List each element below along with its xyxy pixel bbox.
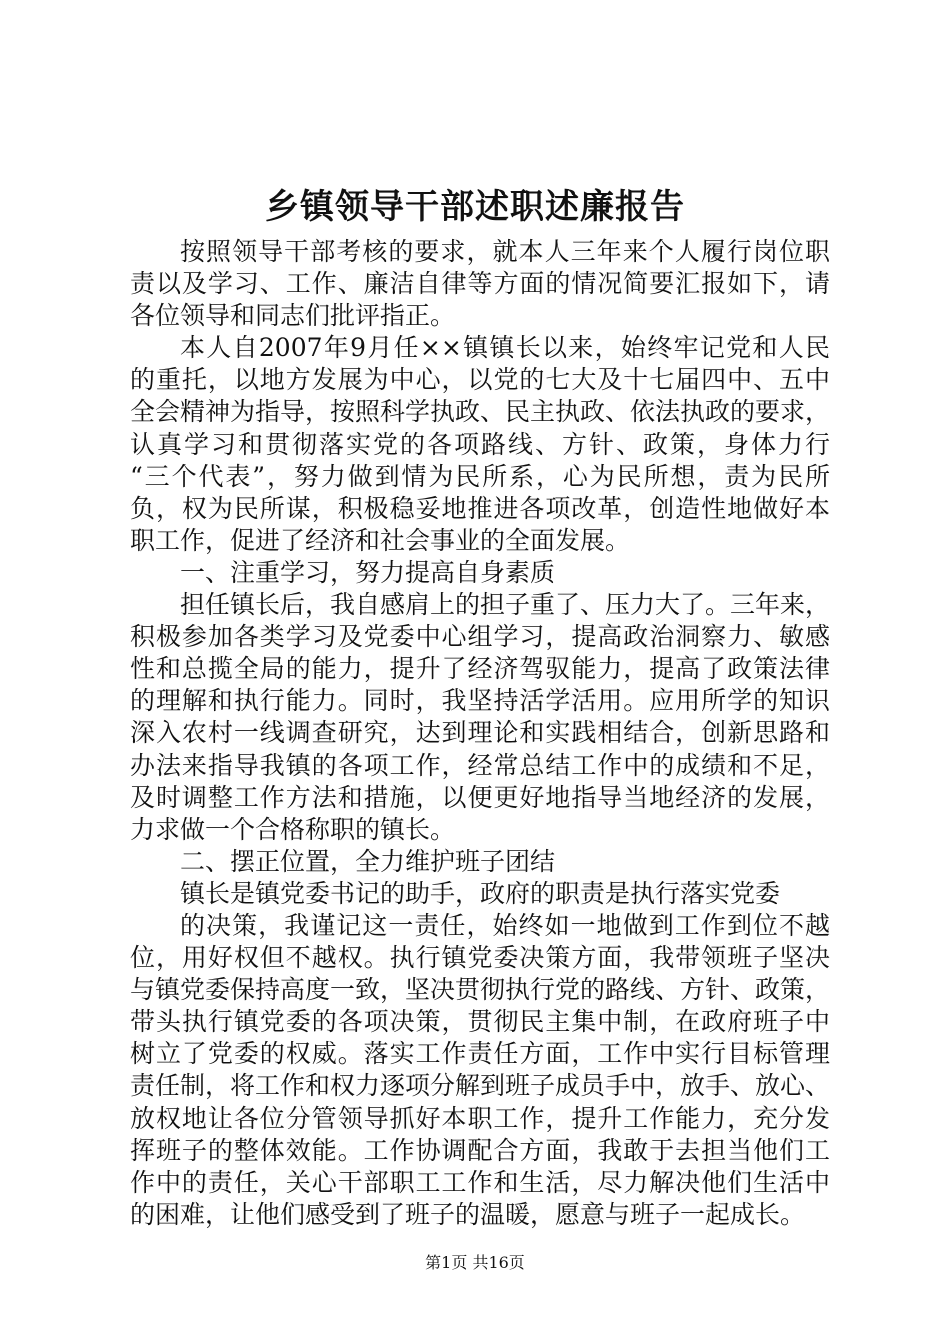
paragraph-line: 担任镇长后，我自感肩上的担子重了、压力大了。三年来，: [180, 590, 831, 620]
paragraph-line: 按照领导干部考核的要求，就本人三年来个人履行岗位职: [180, 237, 830, 266]
paragraph-line: 带头执行镇党委的各项决策，贯彻民主集中制，在政府班子中: [130, 1007, 830, 1037]
paragraph-line: 与镇党委保持高度一致，坚决贯彻执行党的路线、方针、政策，: [130, 975, 831, 1005]
paragraph-line: 责任制，将工作和权力逐项分解到班子成员手中，放手、放心、: [130, 1071, 831, 1101]
paragraph-line: 镇长是镇党委书记的助手，政府的职责是执行落实党委: [180, 878, 781, 908]
paragraph-line: 树立了党委的权威。落实工作责任方面，工作中实行目标管理: [130, 1039, 830, 1069]
document-body: [130, 236, 830, 1231]
paragraph-line: 及时调整工作方法和措施，以便更好地指导当地经济的发展，: [130, 782, 830, 812]
document-title: 乡镇领导干部述职述廉报告: [265, 187, 685, 227]
paragraph-line: 的决策，我谨记这一责任，始终如一地做到工作到位不越: [180, 910, 830, 940]
paragraph-line: 性和总揽全局的能力，提升了经济驾驭能力，提高了政策法律: [130, 654, 830, 684]
paragraph-line: 职工作，促进了经济和社会事业的全面发展。: [130, 525, 631, 555]
paragraph-line: 作中的责任，关心干部职工工作和生活，尽力解决他们生活中: [130, 1167, 830, 1197]
paragraph-line: 本人自2007年9月任××镇镇长以来，始终牢记党和人民: [180, 333, 830, 363]
page-number-footer: 第1页 共16页: [425, 1253, 525, 1272]
paragraph-line: 积极参加各类学习及党委中心组学习，提高政治洞察力、敏感: [130, 622, 830, 652]
paragraph-line: 放权地让各位分管领导抓好本职工作，提升工作能力，充分发: [130, 1103, 830, 1133]
paragraph-line: 认真学习和贯彻落实党的各项路线、方针、政策，身体力行: [130, 429, 830, 459]
paragraph-line: 负，权为民所谋，积极稳妥地推进各项改革，创造性地做好本: [130, 493, 830, 523]
paragraph-line: 的困难，让他们感受到了班子的温暖，愿意与班子一起成长。: [130, 1199, 806, 1229]
paragraph-line: 挥班子的整体效能。工作协调配合方面，我敢于去担当他们工: [130, 1135, 830, 1165]
paragraph-line: 全会精神为指导，按照科学执政、民主执政、依法执政的要求，: [130, 397, 831, 427]
section-heading: 一、注重学习，努力提高自身素质: [180, 557, 556, 587]
section-heading: 二、摆正位置，全力维护班子团结: [180, 846, 556, 876]
paragraph-line: 深入农村一线调查研究，达到理论和实践相结合，创新思路和: [130, 718, 830, 748]
paragraph-line: 责以及学习、工作、廉洁自律等方面的情况简要汇报如下，请: [130, 269, 830, 299]
paragraph-line: 办法来指导我镇的各项工作，经常总结工作中的成绩和不足，: [130, 750, 830, 780]
paragraph-line: 各位领导和同志们批评指正。: [130, 301, 456, 331]
paragraph-line: 的理解和执行能力。同时，我坚持活学活用。应用所学的知识: [130, 686, 830, 716]
paragraph-line: “三个代表”，努力做到情为民所系，心为民所想，责为民所: [130, 461, 830, 491]
paragraph-line: 力求做一个合格称职的镇长。: [130, 814, 456, 844]
paragraph-line: 的重托，以地方发展为中心，以党的七大及十七届四中、五中: [130, 365, 830, 395]
paragraph-line: 位，用好权但不越权。执行镇党委决策方面，我带领班子坚决: [130, 943, 830, 973]
